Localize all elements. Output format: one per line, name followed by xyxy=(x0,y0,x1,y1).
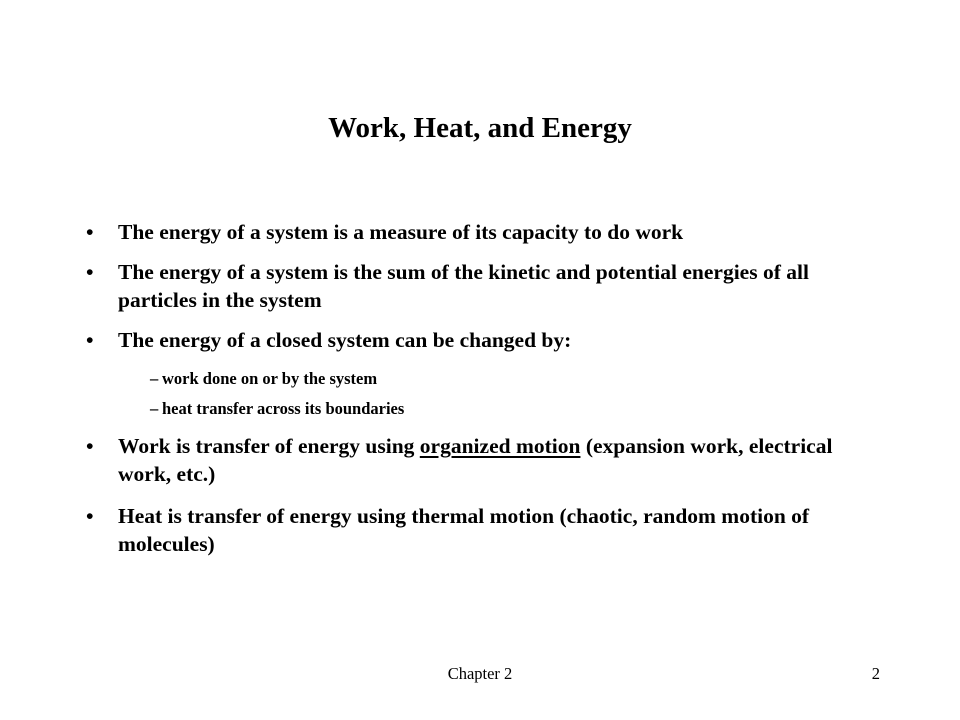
bullet-text: The energy of a system is the sum of the kinetic and potential energies of all particles in the system xyxy=(118,260,809,312)
slide-title: Work, Heat, and Energy xyxy=(328,112,632,144)
bullet-item xyxy=(86,326,846,354)
sub-bullet-text: work done on or by the system xyxy=(162,369,378,388)
bullet-marker: • xyxy=(86,220,94,244)
bullet-text-before: Work is transfer of energy using xyxy=(118,434,420,458)
footer-page-number: 2 xyxy=(871,664,880,683)
footer-chapter: Chapter 2 xyxy=(447,664,513,683)
bullet-text xyxy=(118,432,846,488)
sub-bullet-item xyxy=(150,368,850,390)
sub-bullet-text: heat transfer across its boundaries xyxy=(162,399,405,418)
underlined-phrase: organized motion xyxy=(419,434,581,458)
bullet-marker: • xyxy=(86,434,94,458)
sub-bullet-marker: – xyxy=(150,369,159,388)
bullet-text-after: (expansion work, electrical work, etc.) xyxy=(118,434,833,486)
sub-bullet-item xyxy=(150,398,850,420)
bullet-item xyxy=(86,218,846,246)
bullet-item xyxy=(86,258,846,314)
bullet-marker: • xyxy=(86,328,94,352)
bullet-text: Heat is transfer of energy using thermal motion (chaotic, random motion of molecules) xyxy=(118,504,810,556)
bullet-text: The energy of a system is a measure of its capacity to do work xyxy=(118,220,684,244)
bullet-text: The energy of a closed system can be changed by: xyxy=(118,328,572,352)
bullet-marker: • xyxy=(86,260,94,284)
sub-bullet-marker: – xyxy=(150,399,159,418)
bullet-item xyxy=(86,502,846,558)
bullet-item xyxy=(86,432,846,488)
bullet-marker: • xyxy=(86,504,94,528)
